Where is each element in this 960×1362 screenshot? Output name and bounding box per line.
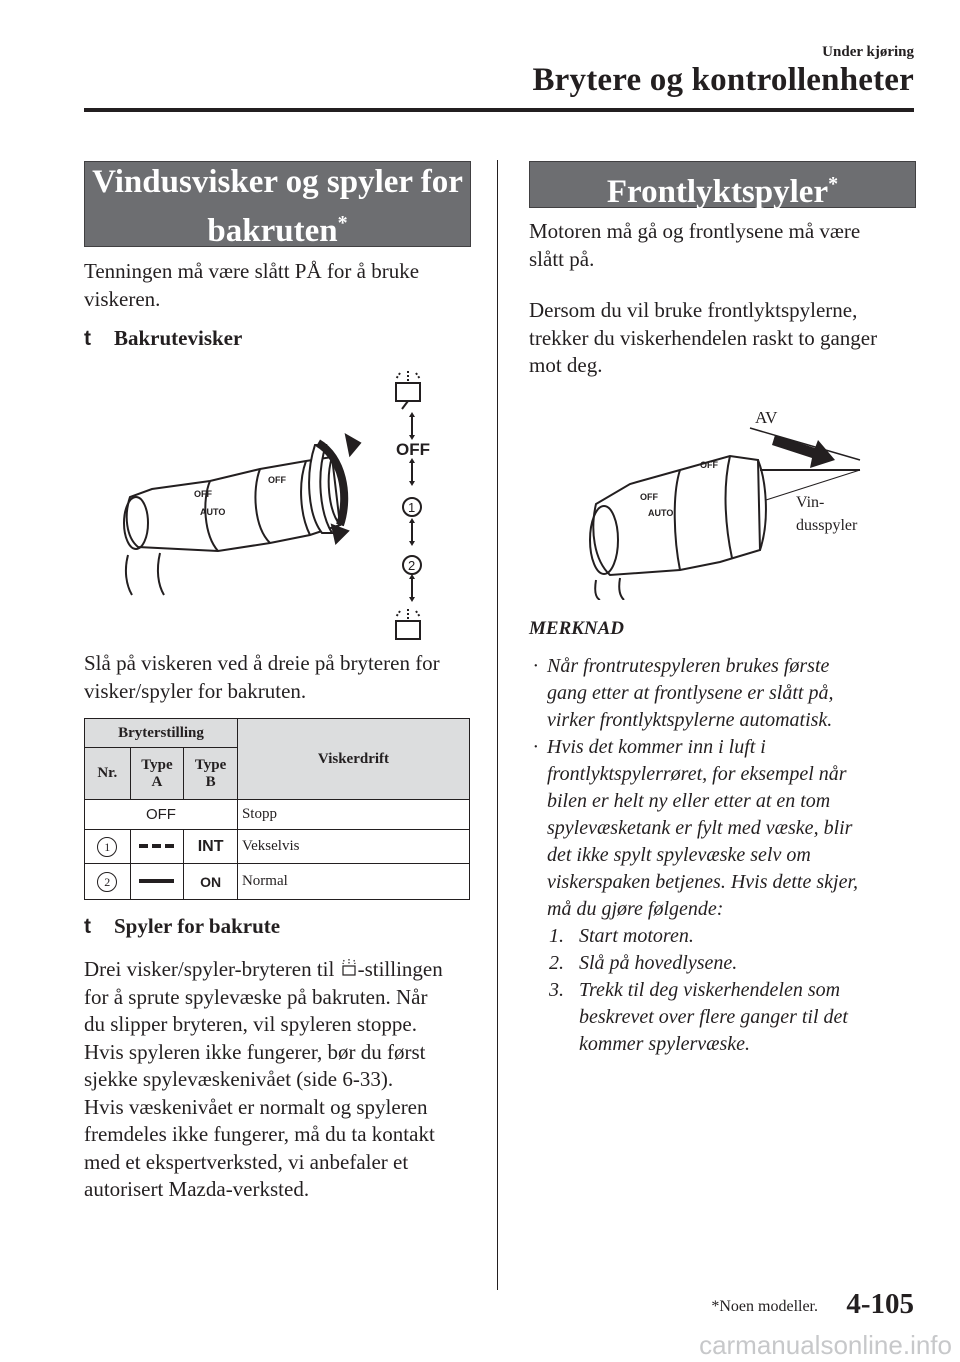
type-a-word: Type: [141, 756, 173, 773]
subheading-text: Spyler for bakrute: [114, 914, 281, 938]
text-line: slått på.: [529, 246, 595, 271]
rear-washer-paragraph: [84, 956, 474, 1204]
step-item: [549, 950, 909, 977]
position-2: 2: [408, 558, 416, 573]
lever-off-label: OFF: [640, 492, 658, 502]
step-item: [549, 923, 909, 950]
bullet-icon: ·: [533, 655, 538, 677]
wiper-mode-table: [84, 718, 470, 900]
type-a-icon: [130, 830, 184, 864]
step-text: Slå på hovedlysene.: [579, 952, 738, 974]
text-line: Tenningen må være slått PÅ for å bruke: [84, 259, 420, 283]
type-a-letter: A: [151, 773, 163, 790]
text-line: virker frontlyktspylerne automatisk.: [547, 709, 833, 731]
text-line: Hvis spyleren ikke fungerer, bør du først: [84, 1039, 426, 1064]
type-b-int: INT: [184, 830, 238, 864]
text-line: viskerspaken betjenes. Hvis dette skjer,: [547, 871, 859, 893]
table-row: [85, 864, 470, 900]
label-washer: [796, 491, 857, 537]
steps-list: [549, 923, 909, 1058]
lever-off-label-2: OFF: [700, 460, 718, 470]
subheading-text: Bakrutevisker: [114, 326, 243, 350]
text-line: fremdeles ikke fungerer, må du ta kontakt: [84, 1122, 435, 1146]
lever-off-label: OFF: [194, 489, 212, 499]
text-line: trekker du viskerhendelen raskt to ganger: [529, 325, 878, 350]
text-line: gang etter at frontlysene er slått på,: [547, 682, 834, 704]
text-line: autorisert Mazda-verksted.: [84, 1177, 310, 1201]
text-line: for å sprute spylevæske på bakruten. Når: [84, 984, 428, 1009]
text-line: det ikke spylt spylevæske selv om: [547, 844, 811, 866]
text-line: Hvis det kommer inn i luft i: [547, 736, 766, 758]
type-b-letter: B: [205, 773, 216, 790]
step-text: Start motoren.: [579, 925, 694, 947]
text-line: Hvis væskenivået er normalt og spyleren: [84, 1094, 428, 1119]
section-banner-headlight-washer: [529, 161, 916, 208]
header-nr: Nr.: [85, 748, 131, 800]
step-number: 3.: [549, 979, 564, 1001]
headlight-paragraph-1: [529, 218, 860, 273]
text-line: bilen er helt ny eller etter at en tom: [547, 790, 831, 812]
table-row: [85, 830, 470, 864]
text-line: Når frontrutespyleren brukes første: [547, 655, 830, 677]
footnote: *Noen modeller.: [711, 1298, 818, 1315]
lever-auto-label: AUTO: [648, 508, 674, 518]
headlight-paragraph-2: [529, 297, 877, 380]
text-line: må du gjøre følgende:: [547, 898, 724, 920]
text-line: viskeren.: [84, 286, 161, 311]
note-item-2: [533, 734, 913, 923]
text-line: visker/spyler for bakruten.: [84, 678, 307, 703]
lever-off-label-2: OFF: [268, 475, 286, 485]
circle-number-2: 2: [97, 872, 117, 892]
text-part: Drei visker/spyler-bryteren til: [84, 957, 335, 981]
bullet-icon: ·: [533, 736, 538, 758]
text-line: Slå på viskeren ved å dreie på bryteren for: [84, 651, 440, 675]
label-line: dusspyler: [796, 517, 858, 534]
intro-paragraph: [84, 258, 419, 313]
banner-line-1: Vindusvisker og spyler for: [92, 164, 463, 200]
note-item-1: [533, 653, 913, 734]
text-line: mot deg.: [529, 353, 603, 377]
row-operation: Normal: [237, 864, 469, 900]
subheading-rear-wiper: [84, 326, 242, 351]
text-line: Dersom du vil bruke frontlyktspylerne,: [529, 298, 858, 322]
header-type-a: [130, 748, 184, 800]
banner-text: Frontlyktspyler: [606, 174, 829, 210]
header-operation: Viskerdrift: [237, 719, 469, 800]
page-number: 4-105: [846, 1288, 914, 1320]
row-operation: Vekselvis: [237, 830, 469, 864]
banner-text: bakruten: [207, 213, 338, 249]
type-b-on: ON: [184, 864, 238, 900]
asterisk: *: [337, 212, 348, 234]
section-label: Under kjøring: [822, 44, 914, 60]
step-text: Trekk til deg viskerhendelen som: [579, 979, 841, 1001]
banner-line-2: [85, 203, 470, 252]
type-b-word: Type: [194, 756, 227, 773]
step-number: 1.: [549, 925, 564, 947]
rear-wiper-lever-diagram: [110, 365, 450, 645]
label-off: AV: [755, 408, 778, 427]
text-line: [84, 956, 474, 984]
bullet-icon: t: [84, 915, 91, 938]
text-line: med et ekspertverksted, vi anbefaler et: [84, 1149, 409, 1174]
washer-top-icon: [396, 371, 420, 409]
bullet-icon: t: [84, 327, 91, 350]
page-title: Brytere og kontrollenheter: [532, 62, 914, 98]
section-banner-rear-wiper: [84, 161, 471, 247]
note-title: MERKNAD: [529, 618, 625, 639]
text-line: sjekke spylevæskenivået (side 6-33).: [84, 1067, 394, 1091]
step-item: [549, 977, 909, 1004]
header-position: Bryterstilling: [85, 719, 238, 748]
step-number: 2.: [549, 952, 564, 974]
subheading-rear-washer: [84, 914, 280, 939]
header-type-b: [184, 748, 238, 800]
text-line: frontlyktspylerrøret, for eksempel når: [547, 763, 847, 785]
position-off: OFF: [396, 440, 430, 459]
text-line: du slipper bryteren, vil spyleren stoppe.: [84, 1012, 418, 1036]
step-text-cont: beskrevet over flere ganger til det: [579, 1006, 848, 1028]
column-divider: [497, 160, 498, 1290]
asterisk: *: [828, 173, 839, 195]
table-row: [85, 800, 470, 830]
header-rule: [84, 108, 914, 112]
description-paragraph: [84, 650, 440, 705]
label-line: Vin-: [796, 494, 825, 511]
step-text-cont: kommer spylervæske.: [579, 1033, 751, 1055]
row-nr: [85, 864, 131, 900]
type-a-icon: [130, 864, 184, 900]
row-operation: Stopp: [237, 800, 469, 830]
row-nr: [85, 830, 131, 864]
washer-bottom-icon: [396, 609, 420, 639]
lever-auto-label: AUTO: [200, 507, 226, 517]
text-line: Motoren må gå og frontlysene må være: [529, 219, 861, 243]
watermark: carmanualsonline.info: [699, 1330, 952, 1360]
washer-icon: [340, 958, 358, 978]
text-part: -stillingen: [357, 957, 443, 981]
row-position: OFF: [85, 800, 238, 830]
text-line: spylevæsketank er fylt med væske, blir: [547, 817, 853, 839]
circle-number-1: 1: [97, 837, 117, 857]
position-1: 1: [408, 500, 416, 515]
